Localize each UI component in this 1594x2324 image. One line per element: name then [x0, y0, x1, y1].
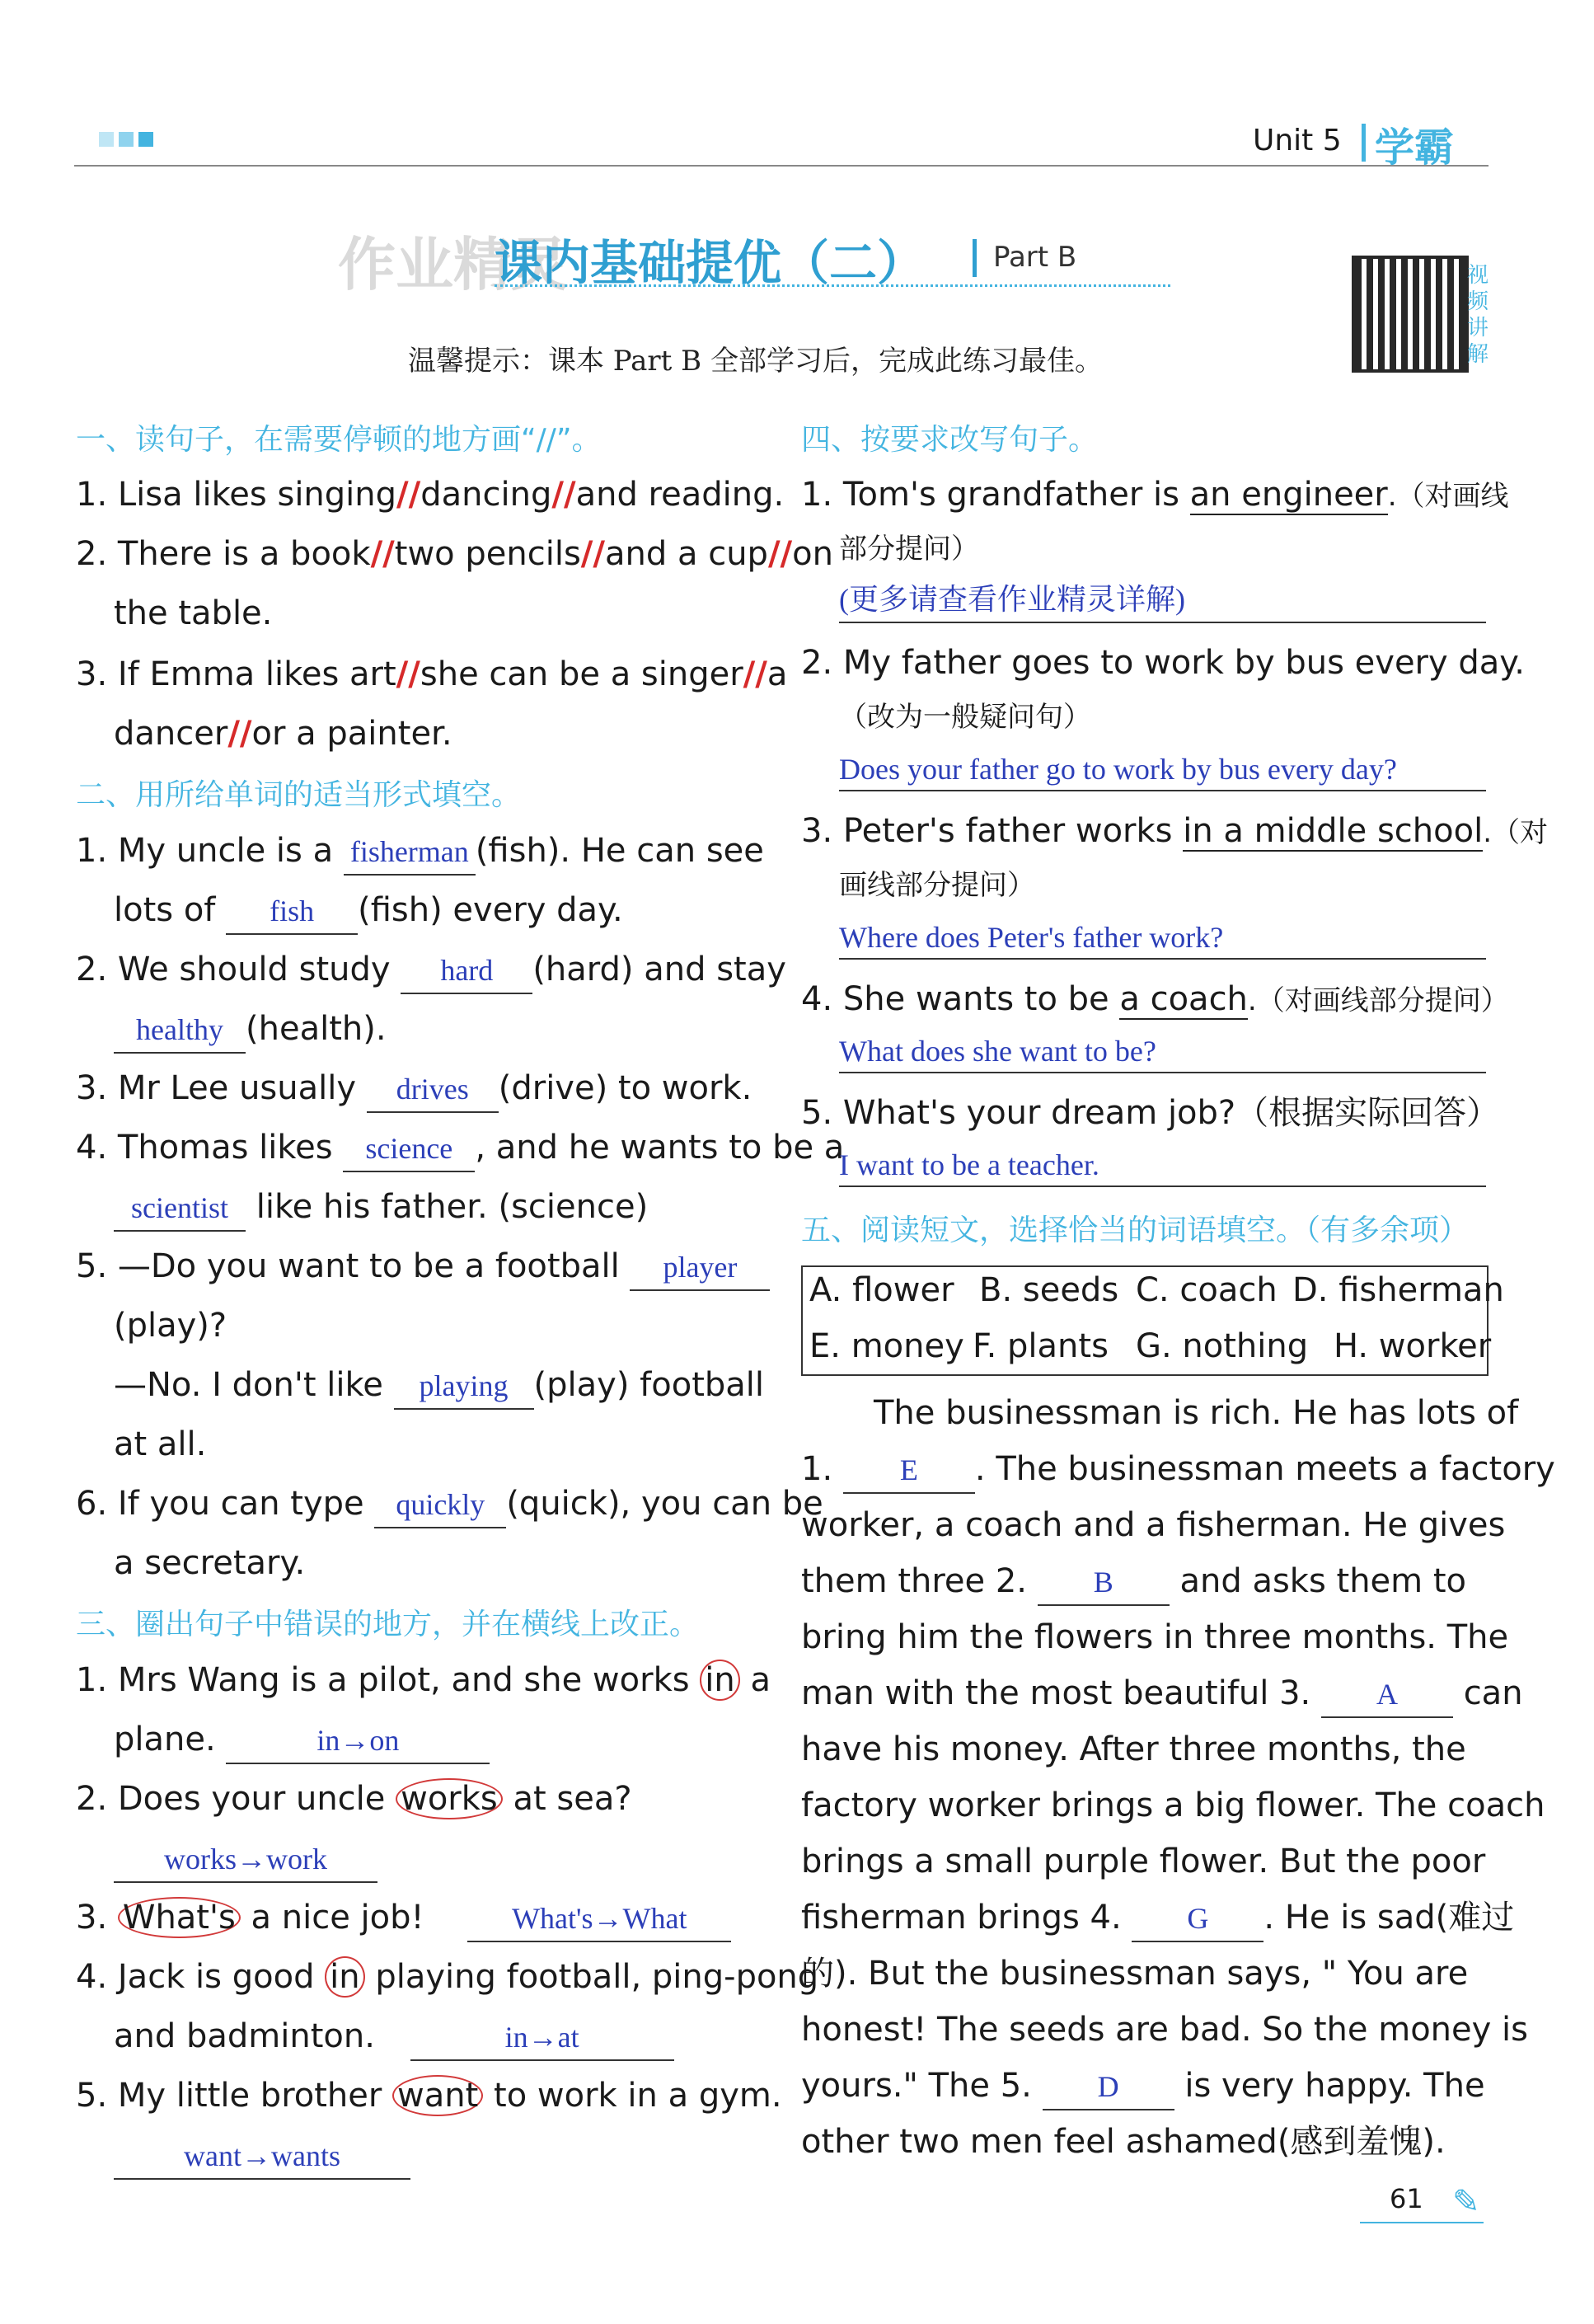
s4-q5-answer-line[interactable]: I want to be a teacher.: [839, 1141, 1486, 1187]
error-circle: in: [325, 1956, 364, 1998]
answer-blank[interactable]: player: [630, 1248, 770, 1291]
s1-q3-cont: dancer//or a painter.: [114, 715, 452, 753]
s5-p14: other two men feel ashamed(感到羞愧).: [801, 2123, 1446, 2161]
answer-blank[interactable]: fisherman: [344, 833, 476, 876]
s5-p13: yours." The 5. D is very happy. The: [801, 2063, 1485, 2110]
s5-p5: bring him the flowers in three months. The: [801, 1618, 1509, 1656]
s2-q5c: —No. I don't like playing (play) football: [114, 1362, 764, 1410]
s2-q6b: a secretary.: [114, 1544, 306, 1582]
answer-blank[interactable]: works→work: [114, 1840, 377, 1883]
watermark: 作业精灵: [338, 231, 569, 298]
s4-q3a: 3. Peter's father works in a middle school.（对: [801, 812, 1548, 850]
unit-label: Unit 5: [1253, 124, 1342, 157]
answer-blank[interactable]: G: [1132, 1899, 1263, 1942]
error-circle: want: [392, 2075, 483, 2116]
answer-blank[interactable]: drives: [367, 1070, 499, 1113]
option-b: B. seeds: [979, 1271, 1119, 1309]
s4-q4-answer-line[interactable]: What does she want to be?: [839, 1027, 1486, 1073]
qr-code[interactable]: [1352, 256, 1469, 373]
s3-q5b: [114, 2132, 410, 2180]
section1-heading: 一、读句子，在需要停顿的地方画“//”。: [76, 423, 602, 457]
answer-blank[interactable]: hard: [401, 951, 532, 994]
s5-p3: worker, a coach and a fisherman. He gives: [801, 1506, 1506, 1544]
s4-q2-answer-line[interactable]: Does your father go to work by bus every day?: [839, 745, 1486, 791]
s5-p8: factory worker brings a big flower. The coach: [801, 1786, 1545, 1824]
option-a: A. flower: [809, 1271, 954, 1309]
answer-blank[interactable]: scientist: [114, 1189, 246, 1232]
s3-q2b: [114, 1835, 377, 1883]
s4-q1a: 1. Tom's grandfather is an engineer.（对画线: [801, 476, 1509, 514]
s2-q5d: at all.: [114, 1425, 207, 1463]
option-h: H. worker: [1334, 1327, 1492, 1365]
section3-heading: 三、圈出句子中错误的地方，并在横线上改正。: [76, 1608, 700, 1641]
s5-p6: man with the most beautiful 3. A can: [801, 1670, 1523, 1718]
page-number-rule: [1360, 2222, 1484, 2223]
s5-p1: The businessman is rich. He has lots of: [874, 1394, 1519, 1432]
s3-q1b: plane. in→on: [114, 1716, 490, 1764]
s4-q2b: （改为一般疑问句）: [839, 701, 1091, 734]
s1-q1: 1. Lisa likes singing//dancing//and reading.: [76, 476, 785, 514]
s1-q2: 2. There is a book//two pencils//and a cup//on: [76, 535, 833, 573]
answer-blank[interactable]: A: [1321, 1675, 1453, 1718]
s5-p7: have his money. After three months, the: [801, 1730, 1466, 1768]
s3-q4b: and badminton. in→at: [114, 2013, 674, 2061]
answer-blank[interactable]: fish: [226, 892, 358, 935]
section5-heading: 五、阅读短文，选择恰当的词语填空。（有多余项）: [801, 1214, 1470, 1247]
s5-p4: them three 2. B and asks them to: [801, 1558, 1466, 1606]
s2-q1a: 1. My uncle is a fisherman (fish). He can see: [76, 828, 764, 876]
page-title: 课内基础提优（二）: [495, 235, 926, 291]
error-circle: works: [396, 1778, 503, 1819]
option-f: F. plants: [973, 1327, 1109, 1365]
title-dots: [495, 284, 1170, 287]
s1-q2-cont: the table.: [114, 594, 273, 632]
page-number: 61: [1390, 2183, 1423, 2214]
option-c: C. coach: [1136, 1271, 1278, 1309]
answer-blank[interactable]: want→wants: [114, 2137, 410, 2180]
s3-q5a: 5. My little brother want to work in a gym.: [76, 2077, 782, 2115]
s5-p9: brings a small purple flower. But the poor: [801, 1843, 1486, 1880]
answer-blank[interactable]: E: [843, 1451, 975, 1494]
error-circle: What's: [118, 1897, 241, 1938]
s1-q3: 3. If Emma likes art//she can be a singer//a: [76, 655, 788, 693]
option-g: G. nothing: [1136, 1327, 1309, 1365]
answer-blank[interactable]: D: [1043, 2068, 1174, 2110]
s3-q1a: 1. Mrs Wang is a pilot, and she works in a: [76, 1661, 771, 1699]
header-rule: [74, 165, 1489, 167]
s2-q6a: 6. If you can type quickly (quick), you can be: [76, 1481, 823, 1528]
s2-q5a: 5. —Do you want to be a football player: [76, 1243, 770, 1291]
s2-q3: 3. Mr Lee usually drives (drive) to work.: [76, 1065, 752, 1113]
answer-blank[interactable]: quickly: [374, 1486, 506, 1528]
answer-blank[interactable]: B: [1038, 1563, 1170, 1606]
answer-blank[interactable]: healthy: [114, 1011, 246, 1054]
s4-q3-answer-line[interactable]: Where does Peter's father work?: [839, 913, 1486, 960]
part-label: Part B: [993, 241, 1077, 274]
s3-q2a: 2. Does your uncle works at sea?: [76, 1780, 632, 1818]
option-e: E. money: [809, 1327, 964, 1365]
answer-blank[interactable]: in→at: [410, 2018, 674, 2061]
s4-q5a: 5. What's your dream job?（根据实际回答）: [801, 1094, 1500, 1132]
section4-heading: 四、按要求改写句子。: [801, 423, 1099, 457]
s2-q4b: scientist like his father. (science): [114, 1184, 648, 1232]
s4-q2a: 2. My father goes to work by bus every day.: [801, 644, 1525, 682]
answer-blank[interactable]: in→on: [226, 1721, 490, 1764]
answer-blank[interactable]: science: [343, 1129, 475, 1172]
s4-q1-answer-line[interactable]: (更多请查看作业精灵详解): [839, 577, 1486, 623]
header-squares: [99, 132, 153, 150]
s2-q1b: lots of fish (fish) every day.: [114, 887, 623, 935]
qr-label: 视频讲解: [1467, 263, 1489, 367]
s5-p10: fisherman brings 4. G . He is sad(难过: [801, 1894, 1514, 1942]
title-bar: [973, 239, 977, 277]
s5-p2: 1. E . The businessman meets a factory: [801, 1446, 1555, 1494]
s3-q3: 3. What's a nice job! What's→What: [76, 1894, 731, 1942]
brand-logo: 学霸: [1375, 124, 1455, 171]
s4-q4a: 4. She wants to be a coach.（对画线部分提问）: [801, 980, 1509, 1018]
answer-blank[interactable]: playing: [394, 1367, 534, 1410]
brand-divider: [1362, 124, 1366, 162]
s5-p11: 的). But the businessman says, " You are: [801, 1955, 1469, 1993]
error-circle: in: [700, 1660, 739, 1701]
answer-blank[interactable]: What's→What: [467, 1899, 731, 1942]
s5-p12: honest! The seeds are bad. So the money is: [801, 2011, 1528, 2049]
s2-q5b: (play)?: [114, 1307, 227, 1345]
option-d: D. fisherman: [1292, 1271, 1504, 1309]
pencil-icon: ✎: [1452, 2183, 1480, 2221]
s2-q2b: healthy (health).: [114, 1006, 387, 1054]
s2-q4a: 4. Thomas likes science , and he wants to be a: [76, 1124, 844, 1172]
s4-q3b: 画线部分提问）: [839, 869, 1035, 902]
s4-q1b: 部分提问）: [839, 533, 979, 566]
section2-heading: 二、用所给单词的适当形式填空。: [76, 778, 522, 812]
s2-q2a: 2. We should study hard (hard) and stay: [76, 946, 786, 994]
tip-text: 温馨提示：课本 Part B 全部学习后，完成此练习最佳。: [408, 345, 1103, 378]
s3-q4a: 4. Jack is good in playing football, ping-pong: [76, 1958, 819, 1996]
